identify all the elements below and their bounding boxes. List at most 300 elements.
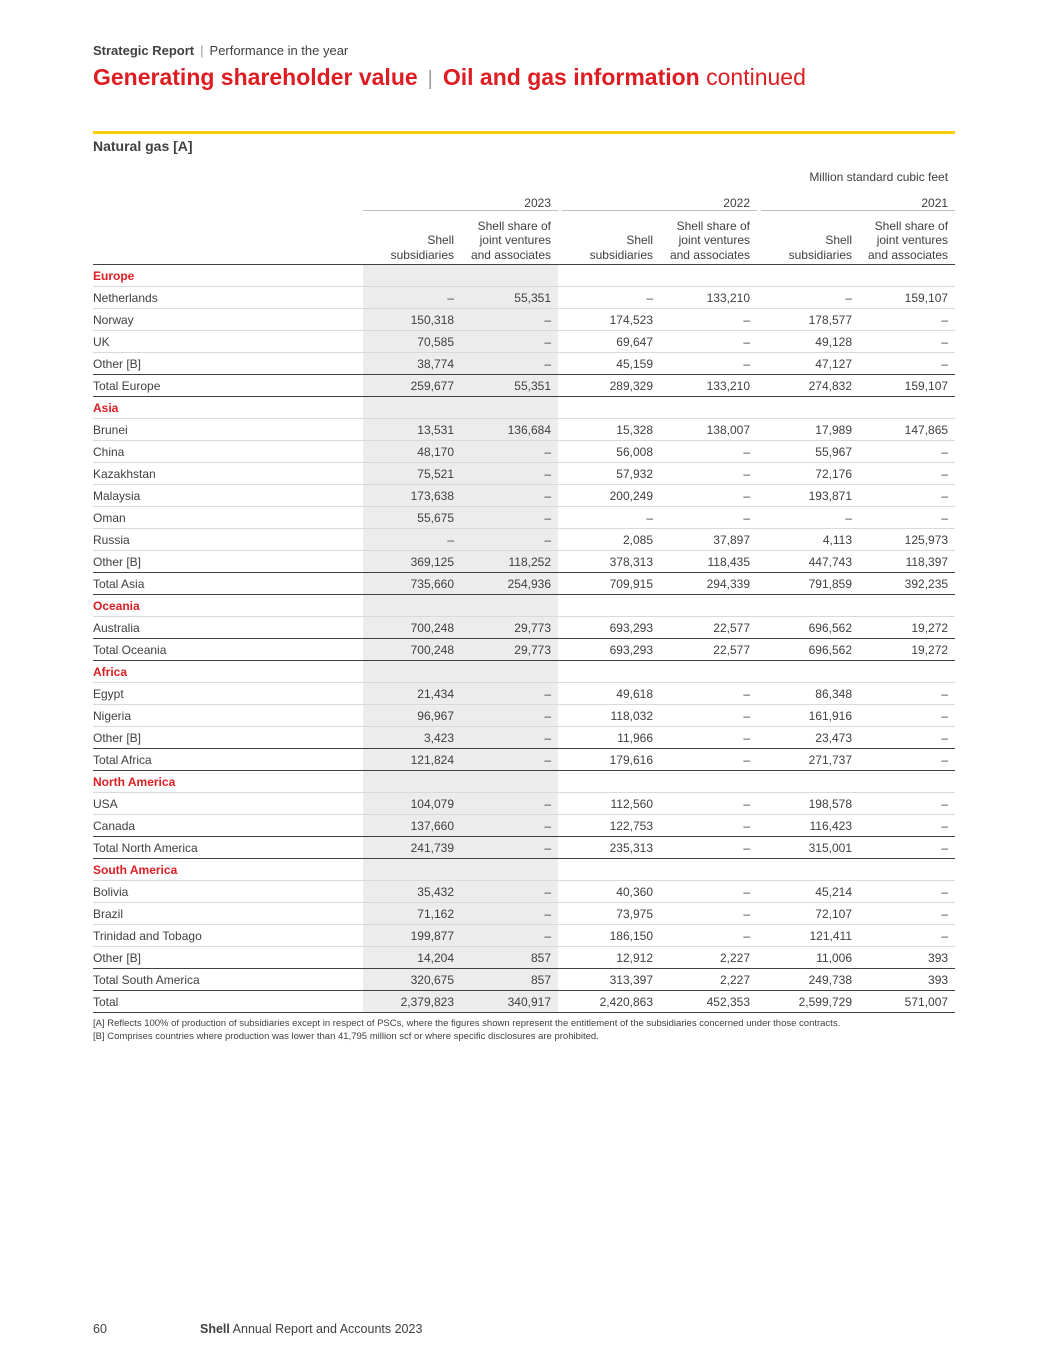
- region-label: North America: [93, 771, 363, 793]
- value-cell: 118,397: [859, 551, 955, 573]
- value-cell: 340,917: [461, 991, 558, 1013]
- row-label: Total Africa: [93, 749, 363, 771]
- value-cell: –: [461, 793, 558, 815]
- value-cell: 73,975: [562, 903, 660, 925]
- empty-cell: [562, 265, 660, 287]
- column-header-row: [93, 211, 955, 265]
- value-cell: 118,435: [660, 551, 757, 573]
- table-row: [93, 903, 955, 925]
- value-cell: 121,411: [761, 925, 859, 947]
- region-row: [93, 397, 955, 419]
- row-label: Total: [93, 991, 363, 1013]
- value-cell: 709,915: [562, 573, 660, 595]
- row-label: Oman: [93, 507, 363, 529]
- row-label: Nigeria: [93, 705, 363, 727]
- value-cell: –: [859, 353, 955, 375]
- column-header-line: Shell: [825, 233, 852, 247]
- empty-cell: [859, 859, 955, 881]
- value-cell: 47,127: [761, 353, 859, 375]
- empty-cell: [461, 595, 558, 617]
- region-label: Africa: [93, 661, 363, 683]
- section-divider: [93, 131, 955, 134]
- value-cell: 791,859: [761, 573, 859, 595]
- table-row: [93, 309, 955, 331]
- value-cell: 2,227: [660, 969, 757, 991]
- table-row: [93, 507, 955, 529]
- total-row: [93, 837, 955, 859]
- unit-row: [93, 166, 955, 188]
- value-cell: 199,877: [363, 925, 461, 947]
- row-label: Total Europe: [93, 375, 363, 397]
- empty-cell: [761, 661, 859, 683]
- column-header-shell: [761, 211, 859, 265]
- table-row: [93, 419, 955, 441]
- table-row: [93, 617, 955, 639]
- empty-cell: [461, 771, 558, 793]
- row-label: Other [B]: [93, 947, 363, 969]
- table-row: [93, 353, 955, 375]
- empty-cell: [761, 859, 859, 881]
- value-cell: –: [461, 529, 558, 551]
- value-cell: 72,176: [761, 463, 859, 485]
- footer-brand: Shell: [200, 1322, 230, 1336]
- value-cell: 14,204: [363, 947, 461, 969]
- value-cell: 179,616: [562, 749, 660, 771]
- row-label: Norway: [93, 309, 363, 331]
- row-label: Kazakhstan: [93, 463, 363, 485]
- value-cell: 271,737: [761, 749, 859, 771]
- value-cell: –: [761, 507, 859, 529]
- value-cell: –: [859, 903, 955, 925]
- page-number: 60: [93, 1322, 107, 1336]
- row-label: Canada: [93, 815, 363, 837]
- value-cell: 138,007: [660, 419, 757, 441]
- value-cell: 174,523: [562, 309, 660, 331]
- column-header-line: Shell: [427, 233, 454, 247]
- column-header-line: and associates: [669, 247, 750, 262]
- value-cell: –: [660, 727, 757, 749]
- empty-cell: [761, 771, 859, 793]
- page-footer: [93, 1322, 422, 1336]
- table-row: [93, 331, 955, 353]
- value-cell: 57,932: [562, 463, 660, 485]
- unit-label: Million standard cubic feet: [809, 170, 949, 184]
- breadcrumb-subsection[interactable]: Performance in the year: [209, 43, 349, 58]
- value-cell: 173,638: [363, 485, 461, 507]
- row-label: Egypt: [93, 683, 363, 705]
- year-header: 2021: [761, 188, 955, 211]
- value-cell: 571,007: [859, 991, 955, 1013]
- value-cell: 133,210: [660, 287, 757, 309]
- column-header-line: Shell share of: [676, 218, 750, 233]
- title-separator: |: [427, 68, 433, 90]
- total-row: [93, 375, 955, 397]
- table-row: [93, 683, 955, 705]
- row-label: Other [B]: [93, 353, 363, 375]
- table-row: [93, 815, 955, 837]
- value-cell: 447,743: [761, 551, 859, 573]
- table-row: [93, 925, 955, 947]
- value-cell: –: [859, 463, 955, 485]
- row-label: China: [93, 441, 363, 463]
- value-cell: 2,420,863: [562, 991, 660, 1013]
- column-header-line: subsidiaries: [589, 247, 653, 262]
- value-cell: –: [660, 881, 757, 903]
- breadcrumb-separator: |: [200, 43, 204, 58]
- breadcrumb-section[interactable]: Strategic Report: [93, 43, 195, 58]
- value-cell: 121,824: [363, 749, 461, 771]
- value-cell: 3,423: [363, 727, 461, 749]
- value-cell: –: [461, 881, 558, 903]
- column-header-line: joint ventures: [678, 233, 750, 247]
- value-cell: 96,967: [363, 705, 461, 727]
- value-cell: 696,562: [761, 639, 859, 661]
- value-cell: –: [461, 463, 558, 485]
- column-header-line: Shell share of: [477, 218, 551, 233]
- row-label: Total Asia: [93, 573, 363, 595]
- value-cell: –: [461, 727, 558, 749]
- footnotes: [93, 1017, 840, 1043]
- region-label: Oceania: [93, 595, 363, 617]
- region-label: Europe: [93, 265, 363, 287]
- row-label: Brazil: [93, 903, 363, 925]
- value-cell: 13,531: [363, 419, 461, 441]
- column-header-jv: [859, 211, 955, 265]
- value-cell: –: [461, 683, 558, 705]
- column-header-shell: [562, 211, 660, 265]
- value-cell: –: [761, 287, 859, 309]
- row-label: Total Oceania: [93, 639, 363, 661]
- page-title-main: Generating shareholder value: [93, 64, 418, 90]
- row-label: Other [B]: [93, 551, 363, 573]
- empty-cell: [562, 397, 660, 419]
- value-cell: 22,577: [660, 617, 757, 639]
- total-row: [93, 573, 955, 595]
- column-header-line: and associates: [868, 247, 949, 262]
- value-cell: 241,739: [363, 837, 461, 859]
- column-header-line: subsidiaries: [788, 247, 852, 262]
- value-cell: 2,379,823: [363, 991, 461, 1013]
- value-cell: –: [461, 507, 558, 529]
- row-label: Australia: [93, 617, 363, 639]
- value-cell: –: [461, 441, 558, 463]
- value-cell: 12,912: [562, 947, 660, 969]
- natural-gas-table: [93, 166, 955, 1013]
- value-cell: 112,560: [562, 793, 660, 815]
- value-cell: 700,248: [363, 617, 461, 639]
- value-cell: –: [859, 749, 955, 771]
- value-cell: 56,008: [562, 441, 660, 463]
- empty-cell: [562, 595, 660, 617]
- value-cell: 693,293: [562, 617, 660, 639]
- table-row: [93, 793, 955, 815]
- value-cell: 150,318: [363, 309, 461, 331]
- empty-cell: [859, 661, 955, 683]
- value-cell: 45,214: [761, 881, 859, 903]
- value-cell: 200,249: [562, 485, 660, 507]
- value-cell: 857: [461, 969, 558, 991]
- column-header-line: and associates: [470, 247, 551, 262]
- value-cell: 137,660: [363, 815, 461, 837]
- value-cell: 40,360: [562, 881, 660, 903]
- footnote-a: [A] Reflects 100% of production of subsidiaries except in respect of PSCs, where the figures shown represent the entitlement of the subsidiaries concerned under those contracts.: [93, 1018, 841, 1029]
- year-row-spacer: [93, 188, 363, 211]
- row-label: Brunei: [93, 419, 363, 441]
- table-row: [93, 287, 955, 309]
- empty-cell: [761, 595, 859, 617]
- value-cell: 104,079: [363, 793, 461, 815]
- value-cell: –: [461, 815, 558, 837]
- value-cell: 159,107: [859, 375, 955, 397]
- value-cell: 21,434: [363, 683, 461, 705]
- section-title: Natural gas [A]: [93, 138, 193, 154]
- value-cell: 45,159: [562, 353, 660, 375]
- region-label: Asia: [93, 397, 363, 419]
- value-cell: –: [461, 309, 558, 331]
- row-label: Malaysia: [93, 485, 363, 507]
- footnote-b: [B] Comprises countries where production was lower than 41,795 million scf or where specific disclosures are prohibited.: [93, 1031, 599, 1042]
- value-cell: –: [461, 749, 558, 771]
- table-row: [93, 705, 955, 727]
- row-label: Other [B]: [93, 727, 363, 749]
- value-cell: 23,473: [761, 727, 859, 749]
- value-cell: 378,313: [562, 551, 660, 573]
- table-row: [93, 947, 955, 969]
- value-cell: –: [461, 485, 558, 507]
- value-cell: –: [660, 705, 757, 727]
- value-cell: –: [859, 837, 955, 859]
- value-cell: 37,897: [660, 529, 757, 551]
- empty-cell: [363, 859, 461, 881]
- value-cell: –: [461, 331, 558, 353]
- page-title-sub: Oil and gas information: [442, 64, 700, 90]
- value-cell: 19,272: [859, 639, 955, 661]
- value-cell: –: [660, 837, 757, 859]
- breadcrumb: [93, 43, 806, 58]
- empty-cell: [562, 859, 660, 881]
- value-cell: 35,432: [363, 881, 461, 903]
- value-cell: –: [859, 331, 955, 353]
- region-label: South America: [93, 859, 363, 881]
- value-cell: 133,210: [660, 375, 757, 397]
- value-cell: 2,599,729: [761, 991, 859, 1013]
- value-cell: 55,351: [461, 287, 558, 309]
- value-cell: –: [660, 793, 757, 815]
- table-row: [93, 727, 955, 749]
- value-cell: 735,660: [363, 573, 461, 595]
- value-cell: –: [859, 507, 955, 529]
- empty-cell: [859, 397, 955, 419]
- total-row: [93, 639, 955, 661]
- value-cell: 186,150: [562, 925, 660, 947]
- value-cell: –: [461, 353, 558, 375]
- value-cell: 122,753: [562, 815, 660, 837]
- row-label: Bolivia: [93, 881, 363, 903]
- empty-cell: [363, 397, 461, 419]
- empty-cell: [562, 661, 660, 683]
- empty-cell: [859, 265, 955, 287]
- value-cell: –: [859, 727, 955, 749]
- year-header: 2022: [562, 188, 757, 211]
- value-cell: 393: [859, 947, 955, 969]
- column-header-jv: [660, 211, 757, 265]
- value-cell: –: [363, 287, 461, 309]
- value-cell: 452,353: [660, 991, 757, 1013]
- empty-cell: [761, 265, 859, 287]
- value-cell: 696,562: [761, 617, 859, 639]
- empty-cell: [660, 859, 757, 881]
- value-cell: –: [562, 507, 660, 529]
- empty-cell: [660, 595, 757, 617]
- empty-cell: [461, 397, 558, 419]
- value-cell: 4,113: [761, 529, 859, 551]
- value-cell: 2,227: [660, 947, 757, 969]
- total-row: [93, 749, 955, 771]
- table-row: [93, 529, 955, 551]
- value-cell: –: [461, 925, 558, 947]
- empty-cell: [363, 661, 461, 683]
- value-cell: –: [461, 903, 558, 925]
- empty-cell: [363, 595, 461, 617]
- value-cell: –: [660, 331, 757, 353]
- row-label: Netherlands: [93, 287, 363, 309]
- value-cell: –: [859, 705, 955, 727]
- value-cell: 118,252: [461, 551, 558, 573]
- empty-cell: [461, 859, 558, 881]
- data-table: [93, 166, 955, 1013]
- page-title-continued: continued: [706, 64, 806, 90]
- value-cell: –: [859, 485, 955, 507]
- column-header-line: Shell share of: [874, 218, 949, 233]
- value-cell: –: [660, 353, 757, 375]
- empty-cell: [660, 265, 757, 287]
- value-cell: 71,162: [363, 903, 461, 925]
- value-cell: 55,675: [363, 507, 461, 529]
- value-cell: 11,966: [562, 727, 660, 749]
- value-cell: 392,235: [859, 573, 955, 595]
- value-cell: 369,125: [363, 551, 461, 573]
- value-cell: 49,128: [761, 331, 859, 353]
- page-title: [93, 64, 806, 91]
- value-cell: –: [660, 507, 757, 529]
- table-row: [93, 441, 955, 463]
- value-cell: –: [363, 529, 461, 551]
- value-cell: –: [859, 881, 955, 903]
- value-cell: –: [660, 485, 757, 507]
- empty-cell: [660, 771, 757, 793]
- table-row: [93, 551, 955, 573]
- value-cell: 15,328: [562, 419, 660, 441]
- value-cell: –: [562, 287, 660, 309]
- row-label: Total North America: [93, 837, 363, 859]
- value-cell: 198,578: [761, 793, 859, 815]
- value-cell: 693,293: [562, 639, 660, 661]
- value-cell: 125,973: [859, 529, 955, 551]
- region-row: [93, 771, 955, 793]
- value-cell: –: [859, 441, 955, 463]
- table-row: [93, 463, 955, 485]
- region-row: [93, 859, 955, 881]
- value-cell: 86,348: [761, 683, 859, 705]
- value-cell: 259,677: [363, 375, 461, 397]
- value-cell: 178,577: [761, 309, 859, 331]
- value-cell: 29,773: [461, 639, 558, 661]
- row-label: UK: [93, 331, 363, 353]
- row-label: Russia: [93, 529, 363, 551]
- value-cell: 49,618: [562, 683, 660, 705]
- value-cell: 2,085: [562, 529, 660, 551]
- value-cell: 11,006: [761, 947, 859, 969]
- footer-doc-title: Annual Report and Accounts 2023: [232, 1322, 423, 1336]
- value-cell: 147,865: [859, 419, 955, 441]
- value-cell: 700,248: [363, 639, 461, 661]
- empty-cell: [859, 595, 955, 617]
- value-cell: 72,107: [761, 903, 859, 925]
- value-cell: 17,989: [761, 419, 859, 441]
- column-header-line: joint ventures: [479, 233, 551, 247]
- value-cell: 22,577: [660, 639, 757, 661]
- value-cell: 289,329: [562, 375, 660, 397]
- value-cell: 75,521: [363, 463, 461, 485]
- region-row: [93, 265, 955, 287]
- total-row: [93, 991, 955, 1013]
- value-cell: 19,272: [859, 617, 955, 639]
- value-cell: 55,351: [461, 375, 558, 397]
- value-cell: 249,738: [761, 969, 859, 991]
- empty-cell: [761, 397, 859, 419]
- value-cell: –: [660, 441, 757, 463]
- column-header-line: joint ventures: [876, 233, 949, 247]
- column-header-line: Shell: [626, 233, 653, 247]
- page-header: [93, 43, 806, 91]
- column-header-spacer: [93, 211, 363, 265]
- empty-cell: [363, 265, 461, 287]
- value-cell: –: [461, 705, 558, 727]
- column-header-shell: [363, 211, 461, 265]
- value-cell: 313,397: [562, 969, 660, 991]
- value-cell: 38,774: [363, 353, 461, 375]
- value-cell: 116,423: [761, 815, 859, 837]
- table-row: [93, 881, 955, 903]
- value-cell: –: [660, 749, 757, 771]
- value-cell: 161,916: [761, 705, 859, 727]
- value-cell: 193,871: [761, 485, 859, 507]
- value-cell: 159,107: [859, 287, 955, 309]
- value-cell: –: [660, 463, 757, 485]
- value-cell: –: [660, 903, 757, 925]
- column-header-line: subsidiaries: [390, 247, 454, 262]
- value-cell: 70,585: [363, 331, 461, 353]
- column-header-jv: [461, 211, 558, 265]
- value-cell: –: [660, 815, 757, 837]
- value-cell: 29,773: [461, 617, 558, 639]
- empty-cell: [562, 771, 660, 793]
- value-cell: –: [660, 925, 757, 947]
- value-cell: 69,647: [562, 331, 660, 353]
- value-cell: 315,001: [761, 837, 859, 859]
- value-cell: 857: [461, 947, 558, 969]
- value-cell: 136,684: [461, 419, 558, 441]
- value-cell: 55,967: [761, 441, 859, 463]
- value-cell: 294,339: [660, 573, 757, 595]
- value-cell: 320,675: [363, 969, 461, 991]
- value-cell: –: [859, 309, 955, 331]
- empty-cell: [660, 661, 757, 683]
- value-cell: 393: [859, 969, 955, 991]
- empty-cell: [461, 661, 558, 683]
- value-cell: –: [859, 925, 955, 947]
- value-cell: 118,032: [562, 705, 660, 727]
